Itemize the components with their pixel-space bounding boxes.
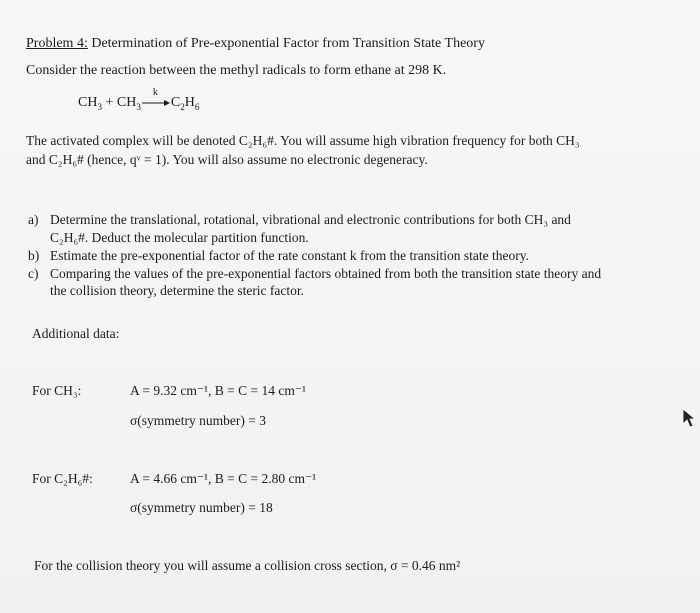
rate-constant-label: k bbox=[152, 86, 158, 98]
ch3-symmetry: σ(symmetry number) = 3 bbox=[130, 413, 266, 428]
task-b-line-1: Estimate the pre-exponential factor of the rate constant k from the transition state theory. bbox=[50, 248, 529, 263]
task-c-line-1: Comparing the values of the pre-exponential factors obtained from both the transition state theory and bbox=[50, 266, 602, 281]
ch3-label: For CH₃: bbox=[32, 383, 82, 398]
reaction-arrow-icon bbox=[142, 86, 170, 108]
problem-title: Determination of Pre-exponential Factor from Transition State Theory bbox=[91, 36, 485, 51]
problem-heading bbox=[26, 36, 485, 52]
task-c-line-2: the collision theory, determine the steric factor. bbox=[50, 283, 305, 298]
reactant-a: CH bbox=[78, 95, 98, 110]
mouse-cursor-icon bbox=[682, 408, 696, 428]
task-c-label: c) bbox=[28, 266, 39, 281]
product-sub2: 6 bbox=[194, 101, 200, 112]
product-sub1: 2 bbox=[180, 101, 185, 112]
task-c bbox=[28, 266, 601, 282]
collision-note: For the collision theory you will assume a collision cross section, σ = 0.46 nm² bbox=[34, 558, 461, 573]
c2h6-label: For C₂H₆#: bbox=[32, 471, 93, 486]
reactant-a-sub: 3 bbox=[97, 101, 102, 112]
task-b-label: b) bbox=[28, 248, 40, 263]
plus-sign: + bbox=[105, 95, 114, 110]
task-a-label: a) bbox=[28, 212, 39, 227]
task-a-line-1: Determine the translational, rotational, vibrational and electronic contributions for both CH₃ and bbox=[50, 212, 571, 227]
task-b bbox=[28, 248, 529, 264]
c2h6-symmetry: σ(symmetry number) = 18 bbox=[130, 500, 273, 515]
additional-heading: Additional data: bbox=[32, 326, 120, 341]
task-a bbox=[28, 212, 571, 228]
ch3-rot-constants: A = 9.32 cm⁻¹, B = C = 14 cm⁻¹ bbox=[130, 383, 307, 398]
reaction-equation bbox=[78, 86, 200, 112]
problem-label: Problem 4: bbox=[26, 36, 88, 51]
intro-text: Consider the reaction between the methyl radicals to form ethane at 298 K. bbox=[26, 63, 447, 78]
task-a-line-2: C₂H₆#. Deduct the molecular partition function. bbox=[50, 230, 309, 245]
reactant-b: CH bbox=[116, 95, 137, 110]
assumption-line-1: The activated complex will be denoted C₂H₆#. You will assume high vibration frequency for both CH₃ bbox=[26, 133, 580, 148]
c2h6-rot-constants: A = 4.66 cm⁻¹, B = C = 2.80 cm⁻¹ bbox=[130, 471, 317, 486]
assumption-line-2: and C₂H₆# (hence, qᵛ = 1). You will also assume no electronic degeneracy. bbox=[26, 152, 428, 167]
reactant-b-sub: 3 bbox=[136, 101, 141, 112]
product-mid: H bbox=[184, 95, 195, 110]
product: C bbox=[170, 95, 181, 110]
